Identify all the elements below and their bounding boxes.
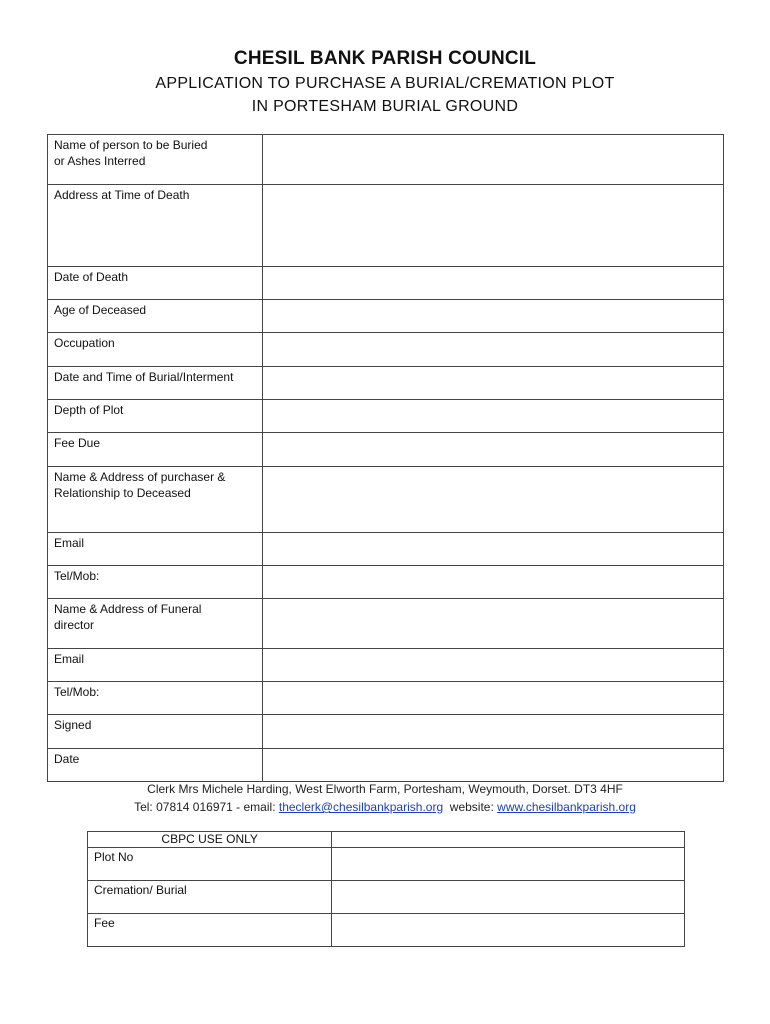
- form-subtitle-line1: APPLICATION TO PURCHASE A BURIAL/CREMATION PLOT: [155, 75, 615, 92]
- form-row-date: [48, 749, 724, 782]
- label-name-deceased: Name of person to be Buried or Ashes Interred: [48, 135, 263, 185]
- field-funeral-director[interactable]: [262, 599, 723, 649]
- label-burial-datetime: Date and Time of Burial/Interment: [48, 367, 263, 400]
- label-purchaser-tel: Tel/Mob:: [48, 566, 263, 599]
- field-purchaser-email[interactable]: [262, 533, 723, 566]
- page-title: CHESIL BANK PARISH COUNCIL: [233, 48, 537, 69]
- office-use-header-blank: [332, 832, 685, 848]
- form-row-director-tel: [48, 682, 724, 715]
- form-row-burial-datetime: [48, 367, 724, 400]
- office-row-cremation-burial: [88, 881, 685, 914]
- label-date: Date: [48, 749, 263, 782]
- office-use-table: [87, 831, 685, 947]
- application-form-table: [47, 134, 724, 782]
- field-director-tel[interactable]: [262, 682, 723, 715]
- label-plot-no: Plot No: [88, 848, 332, 881]
- form-row-purchaser: [48, 467, 724, 533]
- label-fee-due: Fee Due: [48, 433, 263, 467]
- form-row-name-deceased: [48, 135, 724, 185]
- website-link[interactable]: www.chesilbankparish.org: [497, 800, 636, 814]
- form-row-purchaser-tel: [48, 566, 724, 599]
- label-director-tel: Tel/Mob:: [48, 682, 263, 715]
- contact-line: [0, 800, 770, 814]
- label-address-at-death: Address at Time of Death: [48, 185, 263, 267]
- field-burial-datetime[interactable]: [262, 367, 723, 400]
- office-row-plot-no: [88, 848, 685, 881]
- form-subtitle-line2: IN PORTESHAM BURIAL GROUND: [251, 98, 519, 115]
- label-age: Age of Deceased: [48, 300, 263, 333]
- field-date[interactable]: [262, 749, 723, 782]
- field-age[interactable]: [262, 300, 723, 333]
- form-row-occupation: [48, 333, 724, 367]
- label-director-email: Email: [48, 649, 263, 682]
- label-purchaser-email: Email: [48, 533, 263, 566]
- field-name-deceased[interactable]: [262, 135, 723, 185]
- field-fee-due[interactable]: [262, 433, 723, 467]
- field-address-at-death[interactable]: [262, 185, 723, 267]
- label-fee: Fee: [88, 914, 332, 947]
- office-use-header-row: [88, 832, 685, 848]
- label-plot-depth: Depth of Plot: [48, 400, 263, 433]
- field-purchaser-tel[interactable]: [262, 566, 723, 599]
- form-row-purchaser-email: [48, 533, 724, 566]
- form-row-fee-due: [48, 433, 724, 467]
- tel-text: Tel: 07814 016971 - email:: [134, 800, 279, 814]
- label-signed: Signed: [48, 715, 263, 749]
- form-row-address-at-death: [48, 185, 724, 267]
- form-row-signed: [48, 715, 724, 749]
- field-plot-depth[interactable]: [262, 400, 723, 433]
- office-row-fee: [88, 914, 685, 947]
- field-director-email[interactable]: [262, 649, 723, 682]
- label-cremation-burial: Cremation/ Burial: [88, 881, 332, 914]
- field-signed[interactable]: [262, 715, 723, 749]
- office-use-header: CBPC USE ONLY: [88, 832, 332, 848]
- form-row-plot-depth: [48, 400, 724, 433]
- label-date-of-death: Date of Death: [48, 267, 263, 300]
- form-row-director-email: [48, 649, 724, 682]
- field-date-of-death[interactable]: [262, 267, 723, 300]
- clerk-address: Clerk Mrs Michele Harding, West Elworth Farm, Portesham, Weymouth, Dorset. DT3 4HF: [147, 782, 623, 796]
- field-cremation-burial[interactable]: [332, 881, 685, 914]
- field-fee[interactable]: [332, 914, 685, 947]
- label-occupation: Occupation: [48, 333, 263, 367]
- label-purchaser: Name & Address of purchaser & Relationship to Deceased: [48, 467, 263, 533]
- field-plot-no[interactable]: [332, 848, 685, 881]
- field-occupation[interactable]: [262, 333, 723, 367]
- email-link[interactable]: theclerk@chesilbankparish.org: [278, 800, 444, 814]
- form-row-funeral-director: [48, 599, 724, 649]
- form-row-date-of-death: [48, 267, 724, 300]
- website-prefix: website:: [443, 800, 498, 814]
- field-purchaser[interactable]: [262, 467, 723, 533]
- form-row-age: [48, 300, 724, 333]
- label-funeral-director: Name & Address of Funeral director: [48, 599, 263, 649]
